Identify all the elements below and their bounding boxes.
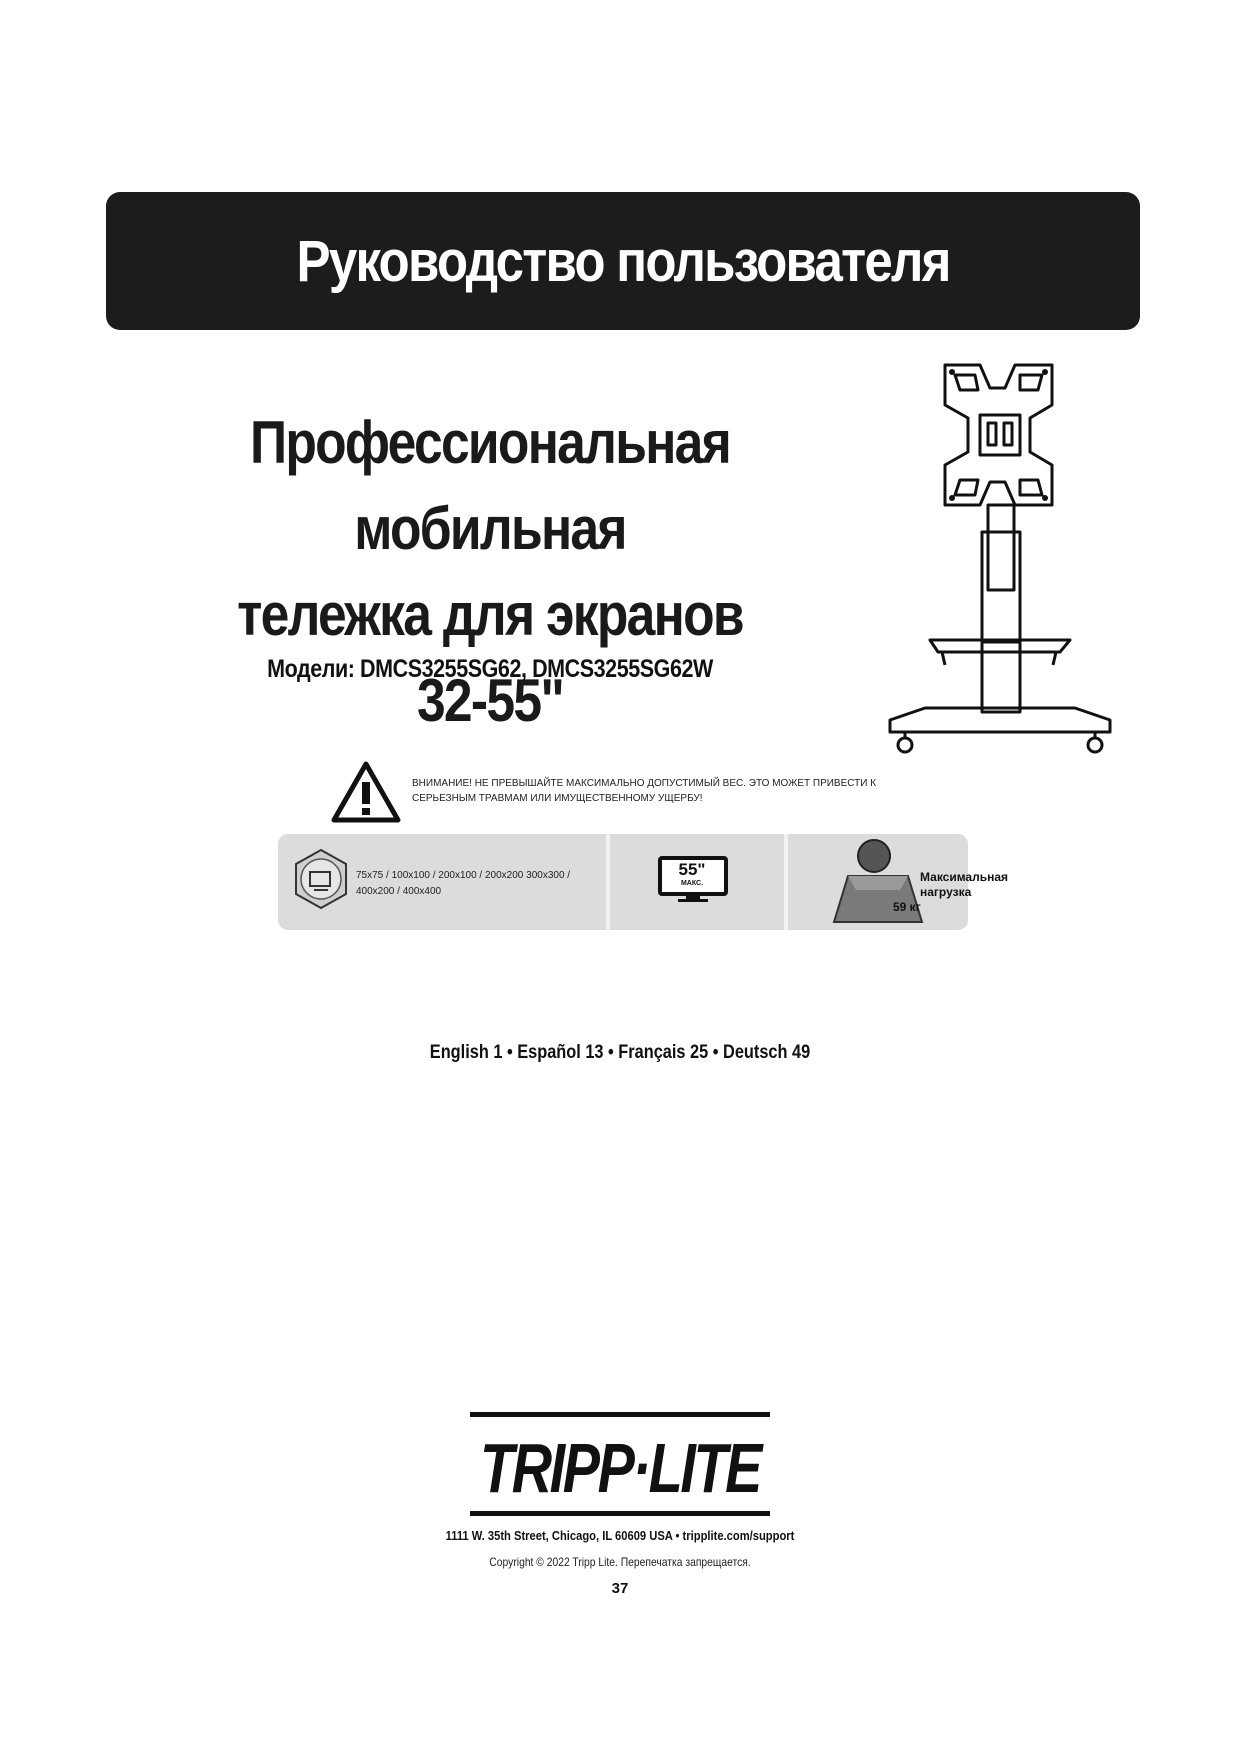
spec-strip (278, 834, 968, 930)
max-load-label: Максимальная нагрузка (920, 870, 1009, 899)
banner-title: Руководство пользователя (296, 228, 950, 294)
max-load-value: 59 кг (893, 900, 921, 914)
product-title-line-3: 32-55" (416, 667, 564, 734)
svg-text:TRIPP·LITE: TRIPP·LITE (480, 1429, 765, 1507)
vesa-compliant-icon (290, 848, 352, 910)
title-banner (106, 192, 1140, 330)
language-index: English 1 • Español 13 • Français 25 • Deutsch 49 (429, 1042, 811, 1063)
product-title-line-2: тележка для экранов (237, 581, 743, 648)
model-numbers: Модели: DMCS3255SG62, DMCS3255SG62W (267, 655, 713, 683)
cart-illustration (870, 360, 1110, 760)
company-address: 1111 W. 35th Street, Chicago, IL 60609 USA • tripplite.com/support (445, 1528, 795, 1543)
spec-divider (606, 834, 610, 930)
vesa-patterns: 75x75 / 100x100 / 200x100 / 200x200 300x300 / 400x200 / 400x400 (356, 870, 571, 897)
screen-size-max-label: МАКС. (680, 880, 704, 887)
product-title-line-1: Профессиональная мобильная (249, 409, 731, 562)
warning-text: ВНИМАНИЕ! НЕ ПРЕВЫШАЙТЕ МАКСИМАЛЬНО ДОПУСТИМЫЙ ВЕС. ЭТО МОЖЕТ ПРИВЕСТИ К СЕРЬЕЗНЫМ ТРАВМАМ ИЛИ ИМУЩЕСТВЕННОМУ УЩЕРБУ! (412, 778, 877, 804)
product-title (100, 400, 880, 744)
spec-divider (784, 834, 788, 930)
warning-icon (330, 760, 402, 824)
copyright-notice: Copyright © 2022 Tripp Lite. Перепечатка запрещается. (489, 1555, 751, 1569)
page-number: 37 (611, 1580, 629, 1597)
tripp-lite-logo (470, 1412, 770, 1516)
screen-size-value: 55" (678, 860, 706, 879)
